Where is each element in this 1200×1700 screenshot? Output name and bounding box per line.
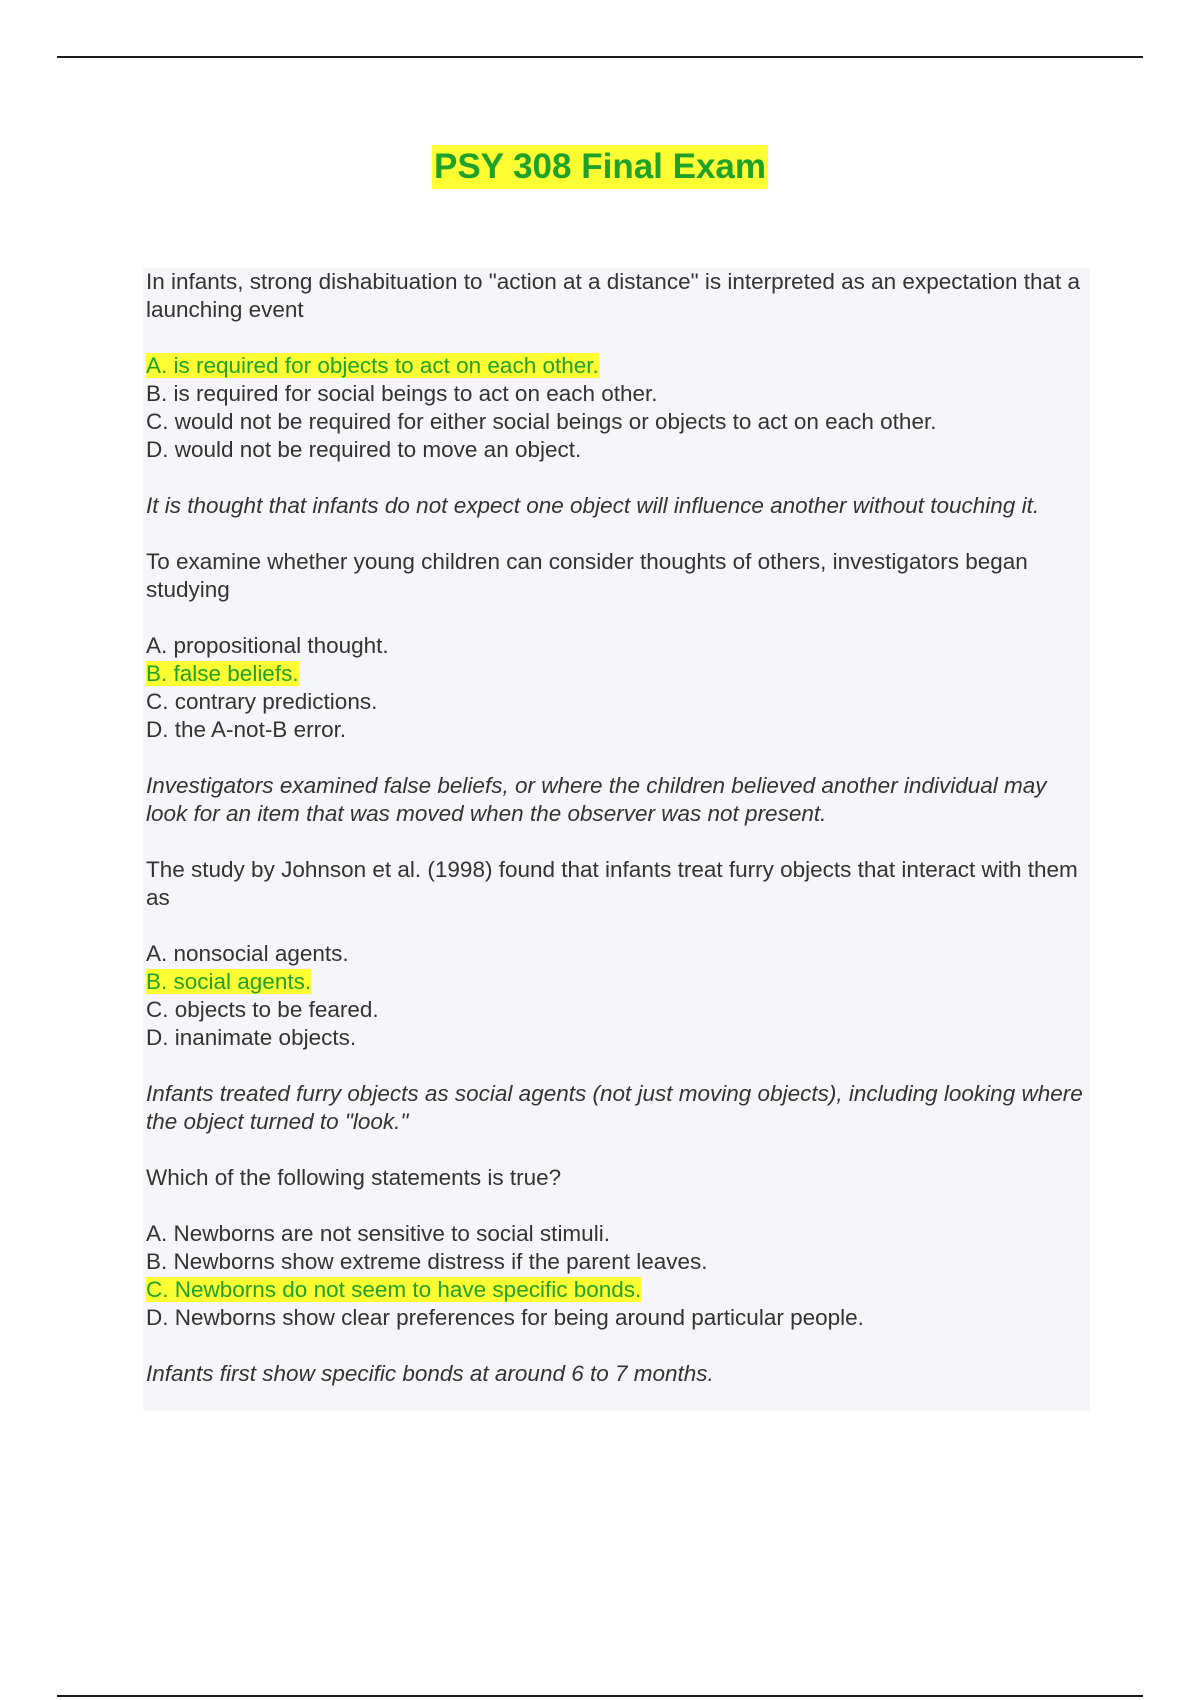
page-title: PSY 308 Final Exam [432, 145, 768, 189]
option-text: B. is required for social beings to act on each other. [146, 381, 658, 406]
option-text: D. would not be required to move an object. [146, 437, 582, 462]
answer-option-correct [146, 660, 1087, 688]
answer-explanation: It is thought that infants do not expect one object will influence another without touching it. [146, 493, 1040, 518]
title-container [0, 145, 1200, 189]
answer-option [146, 716, 1087, 744]
option-text: C. objects to be feared. [146, 997, 379, 1022]
question-block [146, 856, 1087, 1136]
option-text: A. propositional thought. [146, 633, 389, 658]
answer-explanation: Infants treated furry objects as social agents (not just moving objects), including looking where the object turned to "look." [146, 1081, 1083, 1134]
answer-options [146, 632, 1087, 744]
answer-option [146, 1024, 1087, 1052]
option-text: A. is required for objects to act on each other. [146, 353, 599, 378]
option-text: D. the A-not-B error. [146, 717, 347, 742]
top-rule [57, 56, 1143, 58]
answer-option [146, 1304, 1087, 1332]
option-text: C. Newborns do not seem to have specific bonds. [146, 1277, 642, 1302]
question-prompt: Which of the following statements is true? [146, 1165, 562, 1190]
answer-option [146, 436, 1087, 464]
answer-options [146, 1220, 1087, 1332]
question-prompt: The study by Johnson et al. (1998) found that infants treat furry objects that interact with them as [146, 857, 1078, 910]
option-text: D. Newborns show clear preferences for being around particular people. [146, 1305, 864, 1330]
exam-content [143, 268, 1090, 1411]
question-prompt: To examine whether young children can consider thoughts of others, investigators began studying [146, 549, 1028, 602]
question-block [146, 1164, 1087, 1388]
answer-option-correct [146, 352, 1087, 380]
option-text: A. Newborns are not sensitive to social stimuli. [146, 1221, 610, 1246]
answer-option [146, 1248, 1087, 1276]
answer-option [146, 940, 1087, 968]
answer-explanation: Investigators examined false beliefs, or where the children believed another individual may look for an item that was moved when the observer was not present. [146, 773, 1047, 826]
option-text: A. nonsocial agents. [146, 941, 349, 966]
answer-option [146, 688, 1087, 716]
option-text: B. social agents. [146, 969, 312, 994]
question-block [146, 268, 1087, 520]
option-text: C. would not be required for either social beings or objects to act on each other. [146, 409, 937, 434]
option-text: D. inanimate objects. [146, 1025, 357, 1050]
question-block [146, 548, 1087, 828]
answer-option [146, 632, 1087, 660]
answer-option [146, 380, 1087, 408]
option-text: B. false beliefs. [146, 661, 299, 686]
answer-option [146, 1220, 1087, 1248]
bottom-rule [57, 1695, 1143, 1697]
option-text: B. Newborns show extreme distress if the parent leaves. [146, 1249, 708, 1274]
answer-options [146, 352, 1087, 464]
answer-option [146, 996, 1087, 1024]
question-prompt: In infants, strong dishabituation to "action at a distance" is interpreted as an expectation that a launching event [146, 269, 1081, 322]
option-text: C. contrary predictions. [146, 689, 378, 714]
answer-option-correct [146, 1276, 1087, 1304]
answer-option [146, 408, 1087, 436]
answer-explanation: Infants first show specific bonds at around 6 to 7 months. [146, 1361, 714, 1386]
answer-option-correct [146, 968, 1087, 996]
answer-options [146, 940, 1087, 1052]
